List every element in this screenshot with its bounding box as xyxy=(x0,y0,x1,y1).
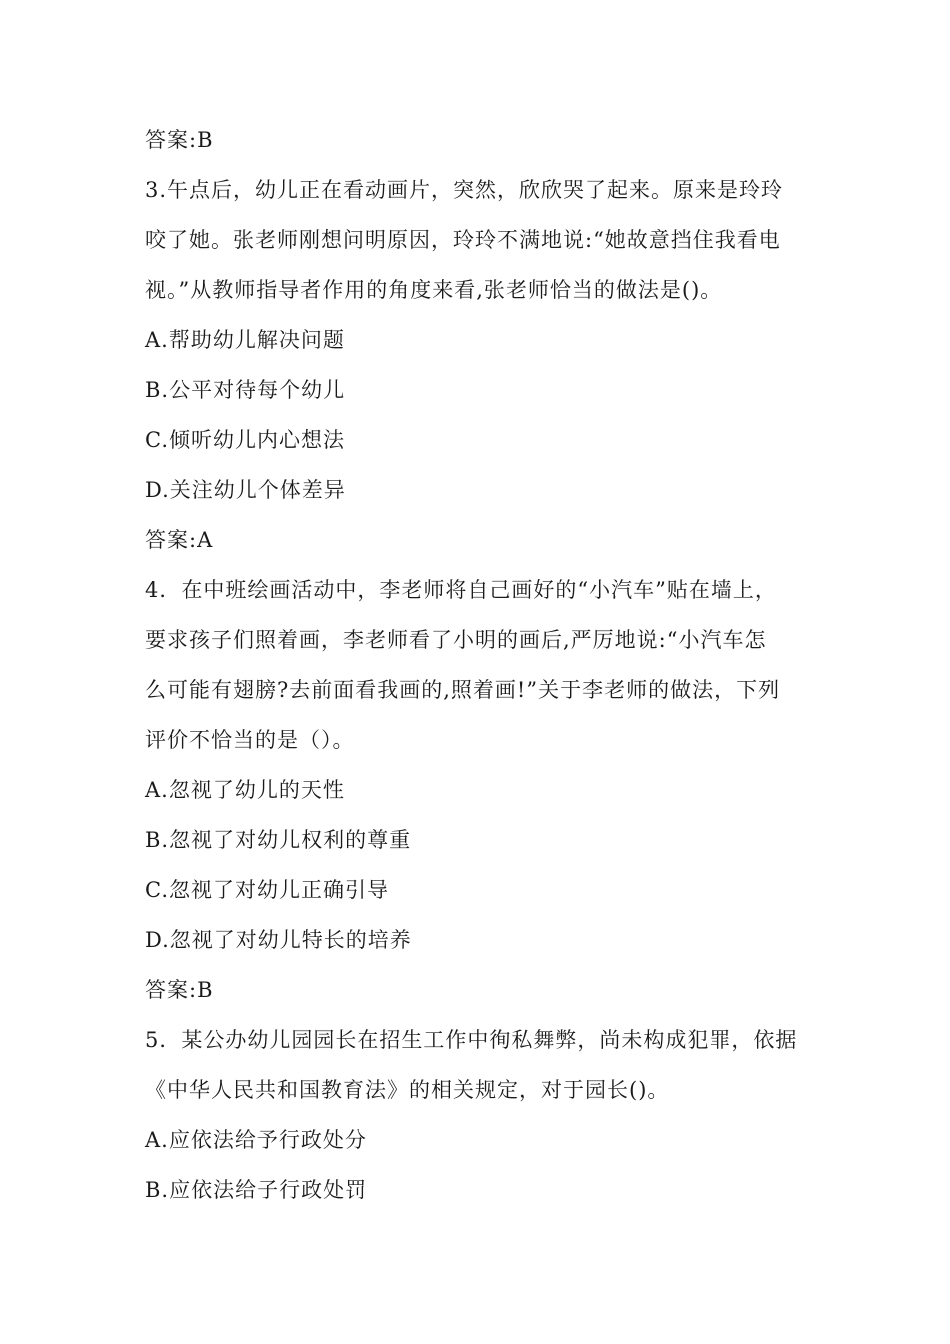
question-3-option-b: B.公平对待每个幼儿 xyxy=(145,378,346,402)
question-3-text: 咬了她。张老师刚想问明原因，玲玲不满地说:“她故意挡住我看电 xyxy=(145,228,781,252)
question-4-text: 要求孩子们照着画，李老师看了小明的画后,严厉地说:“小汽车怎 xyxy=(145,628,767,652)
question-3-text: 视。”从教师指导者作用的角度来看,张老师恰当的做法是()。 xyxy=(145,278,723,302)
question-3-text: 3.午点后，幼儿正在看动画片，突然，欣欣哭了起来。原来是玲玲 xyxy=(145,178,784,202)
question-4-option-c: C.忽视了对幼儿正确引导 xyxy=(145,878,389,902)
question-3-answer: 答案:A xyxy=(145,528,214,552)
question-4-option-a: A.忽视了幼儿的天性 xyxy=(145,778,345,802)
question-3-option-c: C.倾听幼儿内心想法 xyxy=(145,428,345,452)
question-4-text: 评价不恰当的是（）。 xyxy=(145,728,355,752)
question-4-option-b: B.忽视了对幼儿权利的尊重 xyxy=(145,828,412,852)
question-4-option-d: D.忽视了对幼儿特长的培养 xyxy=(145,928,412,952)
question-5-option-a: A.应依法给予行政处分 xyxy=(145,1128,367,1152)
document-page xyxy=(145,115,815,1215)
question-3-option-d: D.关注幼儿个体差异 xyxy=(145,478,346,502)
question-4-answer: 答案:B xyxy=(145,978,214,1002)
answer-line: 答案:B xyxy=(145,128,214,152)
question-4-text: 4．在中班绘画活动中，李老师将自己画好的“小汽车”贴在墙上， xyxy=(145,578,777,602)
question-4-text: 么可能有翅膀?去前面看我画的,照着画!”关于李老师的做法，下列 xyxy=(145,678,781,702)
question-3-option-a: A.帮助幼儿解决问题 xyxy=(145,328,345,352)
question-5-text: 5．某公办幼儿园园长在招生工作中徇私舞弊，尚未构成犯罪，依据 xyxy=(145,1028,798,1052)
question-5-option-b: B.应依法给子行政处罚 xyxy=(145,1178,368,1202)
question-5-text: 《中华人民共和国教育法》的相关规定，对于园长()。 xyxy=(145,1078,670,1102)
